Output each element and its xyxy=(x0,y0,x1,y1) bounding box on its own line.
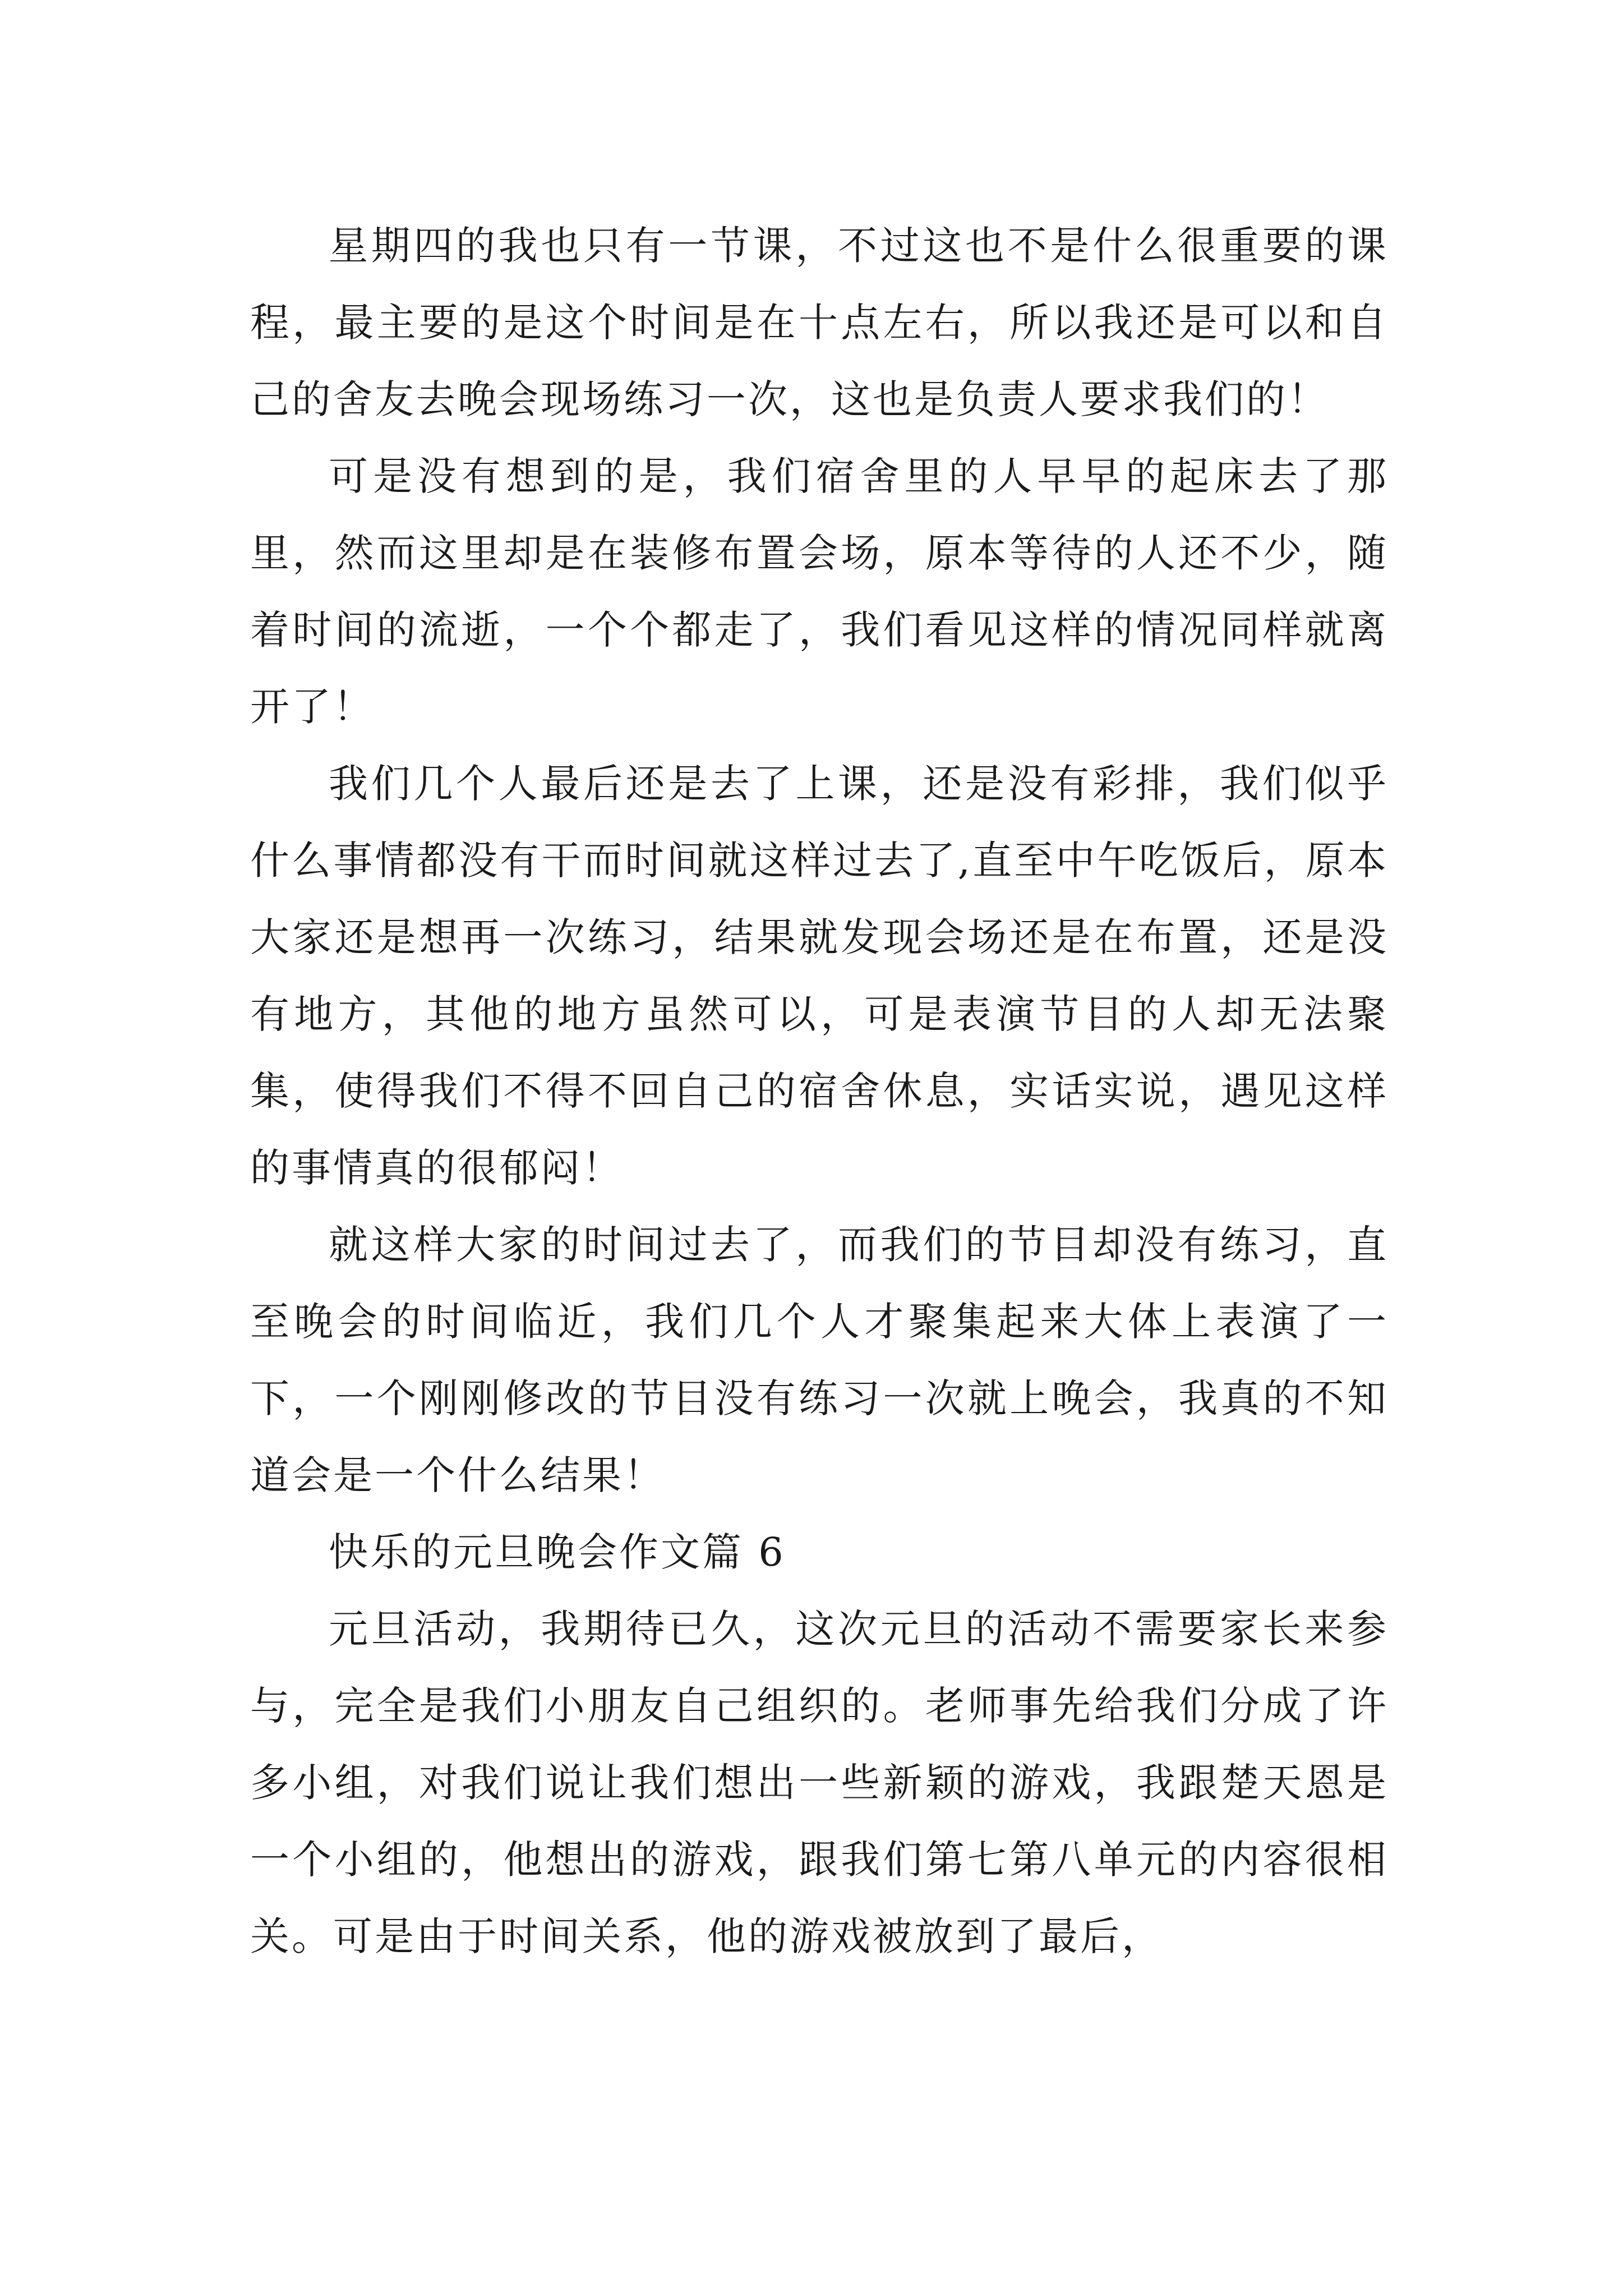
paragraph-1: 星期四的我也只有一节课，不过这也不是什么很重要的课程，最主要的是这个时间是在十点左右，所以我还是可以和自己的舍友去晚会现场练习一次，这也是负责人要求我们的！ xyxy=(250,223,1389,422)
paragraph-3: 我们几个人最后还是去了上课，还是没有彩排，我们似乎什么事情都没有干而时间就这样过去了,直至中午吃饭后，原本大家还是想再一次练习，结果就发现会场还是在布置，还是没有地方，其他的地方虽然可以，可是表演节目的人却无法聚集，使得我们不得不回自己的宿舍休息，实话实说，遇见这样的事情真的很郁闷！ xyxy=(250,761,1389,1191)
section-heading: 快乐的元旦晚会作文篇 6 xyxy=(329,1529,786,1575)
paragraph-4: 就这样大家的时间过去了，而我们的节目却没有练习，直至晚会的时间临近，我们几个人才聚集起来大体上表演了一下，一个刚刚修改的节目没有练习一次就上晚会，我真的不知道会是一个什么结果！ xyxy=(250,1222,1389,1498)
paragraph-5: 元旦活动，我期待已久，这次元旦的活动不需要家长来参与，完全是我们小朋友自己组织的。老师事先给我们分成了许多小组，对我们说让我们想出一些新颖的游戏，我跟楚天恩是一个小组的，他想出的游戏，跟我们第七第八单元的内容很相关。可是由于时间关系，他的游戏被放到了最后， xyxy=(250,1606,1389,1959)
document-body xyxy=(250,208,1389,1975)
paragraph-2: 可是没有想到的是，我们宿舍里的人早早的起床去了那里，然而这里却是在装修布置会场，原本等待的人还不少，随着时间的流逝，一个个都走了，我们看见这样的情况同样就离开了！ xyxy=(250,453,1389,730)
